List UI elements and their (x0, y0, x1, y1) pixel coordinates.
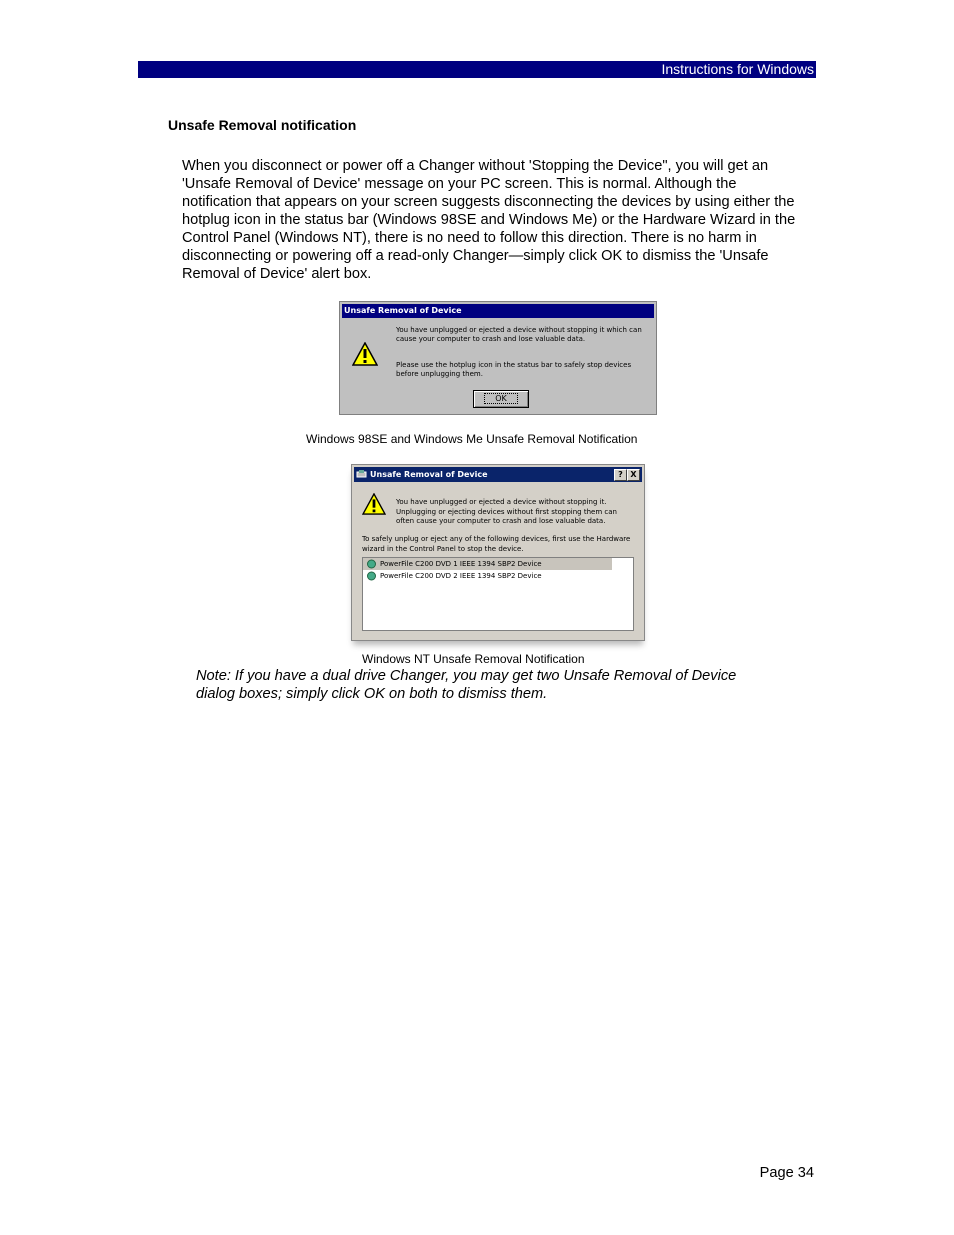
dialog-title: Unsafe Removal of Device (342, 304, 654, 318)
body-paragraph: When you disconnect or power off a Changer without 'Stopping the Device", you will get an 'Unsafe Removal of Device' message on your PC screen. This is normal. Although the notification that appears on your screen suggests disconnecting the devices by using either the hotplug icon in the status bar (Windows 98SE and Windows Me) or the Hardware Wizard in the Control Panel (Windows NT), there is no need to follow this direction. There is no harm in disconnecting or powering off a read-only Changer—simply click OK to dismiss the 'Unsafe Removal of Device' alert box. (182, 158, 796, 282)
header-bar (138, 61, 816, 78)
list-item[interactable] (363, 558, 612, 570)
list-item[interactable] (363, 570, 633, 582)
help-button[interactable]: ? (614, 469, 627, 481)
device-list[interactable] (362, 557, 634, 631)
dialog-title: Unsafe Removal of Device (370, 470, 488, 479)
device-label: PowerFile C200 DVD 1 IEEE 1394 SBP2 Device (380, 560, 542, 568)
close-button[interactable]: X (627, 469, 640, 481)
caption-winnt: Windows NT Unsafe Removal Notification (362, 652, 585, 666)
dialog-title-bar (354, 467, 642, 482)
dialog-message-2: Please use the hotplug icon in the status bar to safely stop devices before unplugging them. (396, 361, 632, 378)
winnt-dialog (351, 464, 645, 641)
warning-icon (352, 342, 378, 366)
section-title: Unsafe Removal notification (168, 117, 357, 133)
header-title: Instructions for Windows (661, 61, 814, 77)
page-number: Page 34 (759, 1165, 814, 1181)
ok-button-label: OK (484, 393, 518, 404)
note-paragraph: Note: If you have a dual drive Changer, you may get two Unsafe Removal of Device dialog boxes; simply click OK on both to dismiss them. (196, 668, 737, 702)
dialog-message-1: You have unplugged or ejected a device without stopping it. Unplugging or ejecting devices without first stopping them can often cause your computer to crash and lose valuable data. (396, 498, 617, 525)
device-icon (366, 571, 377, 581)
caption-win98: Windows 98SE and Windows Me Unsafe Removal Notification (306, 432, 638, 446)
dialog-message-1: You have unplugged or ejected a device without stopping it which can cause your computer to crash and lose valuable data. (396, 326, 642, 343)
warning-icon (362, 493, 386, 515)
device-icon (366, 559, 377, 569)
ok-button[interactable] (473, 390, 529, 408)
device-label: PowerFile C200 DVD 2 IEEE 1394 SBP2 Device (380, 572, 542, 580)
dialog-message-2: To safely unplug or eject any of the following devices, first use the Hardware wizard in the Control Panel to stop the device. (362, 535, 631, 553)
hardware-icon (356, 469, 367, 480)
win98-dialog (339, 301, 657, 415)
